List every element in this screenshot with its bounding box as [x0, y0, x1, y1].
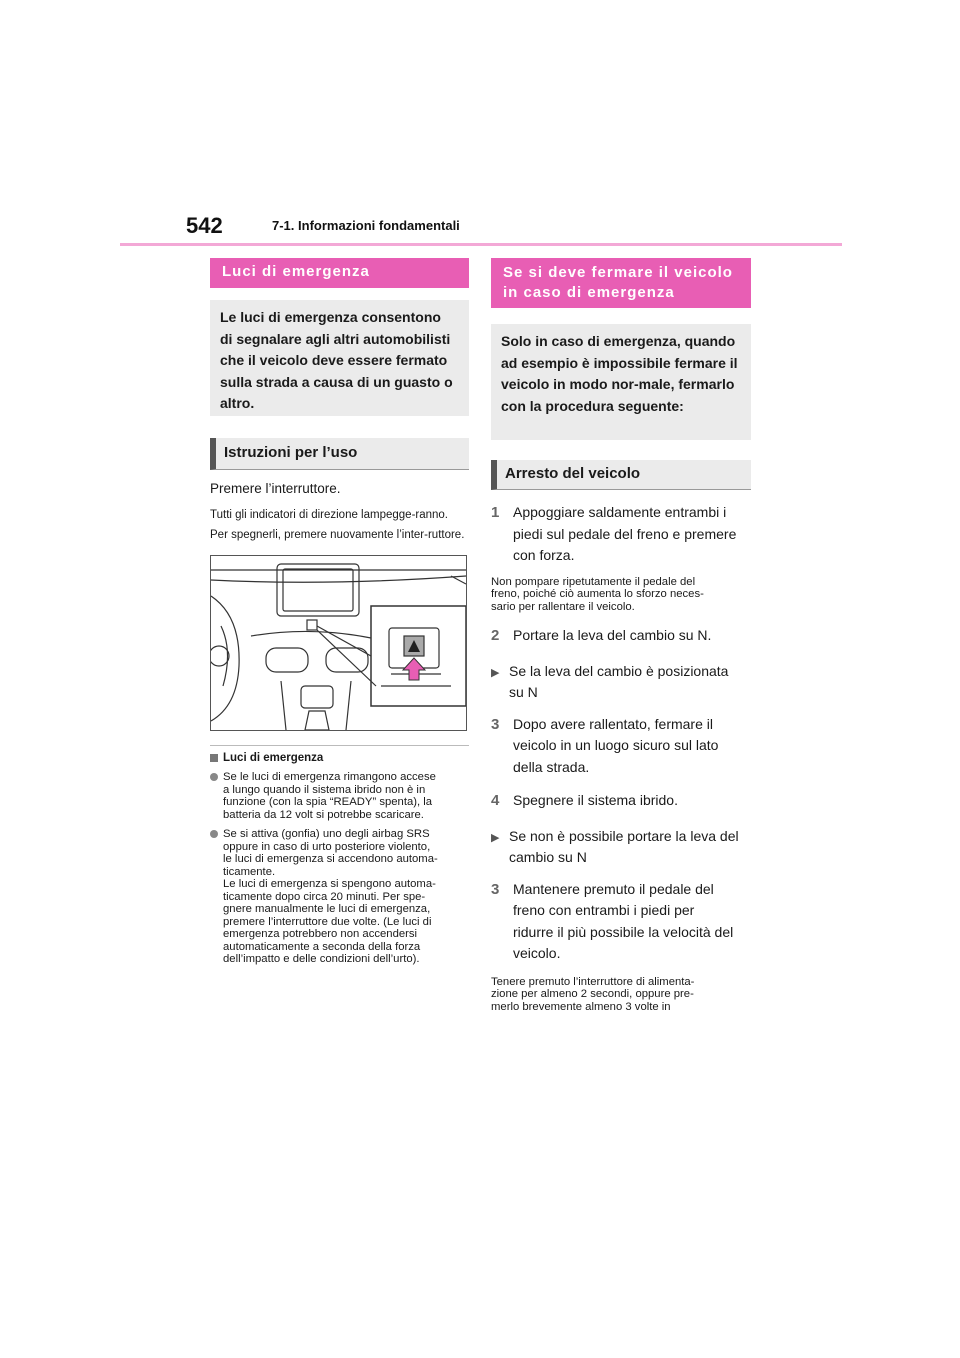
figure-divider — [210, 745, 469, 746]
hazard-lights-heading: Luci di emergenza — [210, 258, 469, 288]
condition-text: Se non è possibile portare la leva del cambio su N — [509, 827, 739, 865]
triangle-arrow-icon: ▶ — [491, 831, 500, 844]
stop-subheading: Arresto del veicolo — [491, 460, 751, 490]
step-item — [491, 714, 751, 779]
step-note: Non pompare ripetutamente il pedale del freno, poiché ciò aumenta lo sforzo neces- sario per rallentare il veicolo. — [491, 575, 704, 613]
step-number: 3 — [491, 880, 500, 898]
right-column — [491, 258, 751, 1013]
triangle-arrow-icon: ▶ — [491, 666, 500, 679]
usage-subheading: Istruzioni per l’uso — [210, 438, 469, 470]
notes-heading-label: Luci di emergenza — [223, 752, 324, 764]
notes-heading — [210, 752, 469, 764]
note-bullet — [210, 828, 469, 966]
step-item — [491, 879, 751, 965]
detail-text-1: Tutti gli indicatori di direzione lampegge-ranno. — [210, 509, 449, 521]
page-number: 542 — [186, 213, 223, 238]
emergency-stop-heading: Se si deve fermare il veicolo in caso di emergenza — [491, 258, 751, 308]
instruction-text: Premere l’interruttore. — [210, 481, 341, 496]
note-bullet — [210, 771, 469, 821]
square-bullet-icon — [210, 754, 218, 762]
step-item — [491, 502, 751, 567]
dashboard-illustration — [210, 555, 467, 731]
detail-text-2: Per spegnerli, premere nuovamente l’inter-ruttore. — [210, 528, 465, 541]
step-text: Dopo avere rallentato, fermare il veicolo in un luogo sicuro sul lato della strada. — [513, 715, 719, 775]
step-number: 2 — [491, 627, 500, 644]
condition-item — [491, 826, 751, 869]
step-item — [491, 625, 751, 647]
step-note: Tenere premuto l’interruttore di alimenta- zione per almeno 2 secondi, oppure pre- merlo brevemente almeno 3 volte in — [491, 975, 695, 1013]
note-bullet-text: Se si attiva (gonfia) uno degli airbag SRS oppure in caso di urto posteriore violento, le luci di emergenza si accendono automa- ticamente. Le luci di emergenza si spengono automa- ticamente dopo circa 20 minuti. Per spe- gnere manualmente le luci di emergenza, premere l’interruttore due volte. (Le luci di emergenza potrebbero non accendersi automaticamente a seconda della forza dell’impatto e delle condizioni dell’urto). — [223, 828, 438, 965]
step-text: Appoggiare saldamente entrambi i piedi sul pedale del freno e premere con forza. — [513, 504, 737, 563]
step-number: 1 — [491, 504, 500, 521]
hazard-intro-box: Le luci di emergenza consentono di segnalare agli altri automobilisti che il veicolo deve essere fermato sulla strada a causa di un guasto o altro. — [210, 300, 469, 416]
step-number: 4 — [491, 792, 500, 809]
section-title: 7-1. Informazioni fondamentali — [272, 218, 460, 233]
step-text: Mantenere premuto il pedale del freno con entrambi i piedi per ridurre il più possibile la velocità del veicolo. — [513, 880, 734, 961]
left-column — [210, 258, 469, 966]
bullet-dot-icon — [210, 830, 218, 838]
condition-text: Se la leva del cambio è posizionata su N — [509, 662, 729, 700]
condition-item — [491, 661, 751, 704]
bullet-dot-icon — [210, 773, 218, 781]
step-number: 3 — [491, 715, 500, 733]
step-text: Portare la leva del cambio su N. — [513, 627, 712, 643]
header-rule — [120, 243, 842, 246]
step-item — [491, 790, 751, 812]
emergency-intro-box: Solo in caso di emergenza, quando ad esempio è impossibile fermare il veicolo in modo nor-male, fermarlo con la procedura seguente: — [491, 324, 751, 440]
step-text: Spegnere il sistema ibrido. — [513, 792, 678, 808]
note-bullet-text: Se le luci di emergenza rimangono accese a lungo quando il sistema ibrido non è in funzione (con la spia “READY” spenta), la batteria da 12 volt si potrebbe scaricare. — [223, 771, 436, 821]
